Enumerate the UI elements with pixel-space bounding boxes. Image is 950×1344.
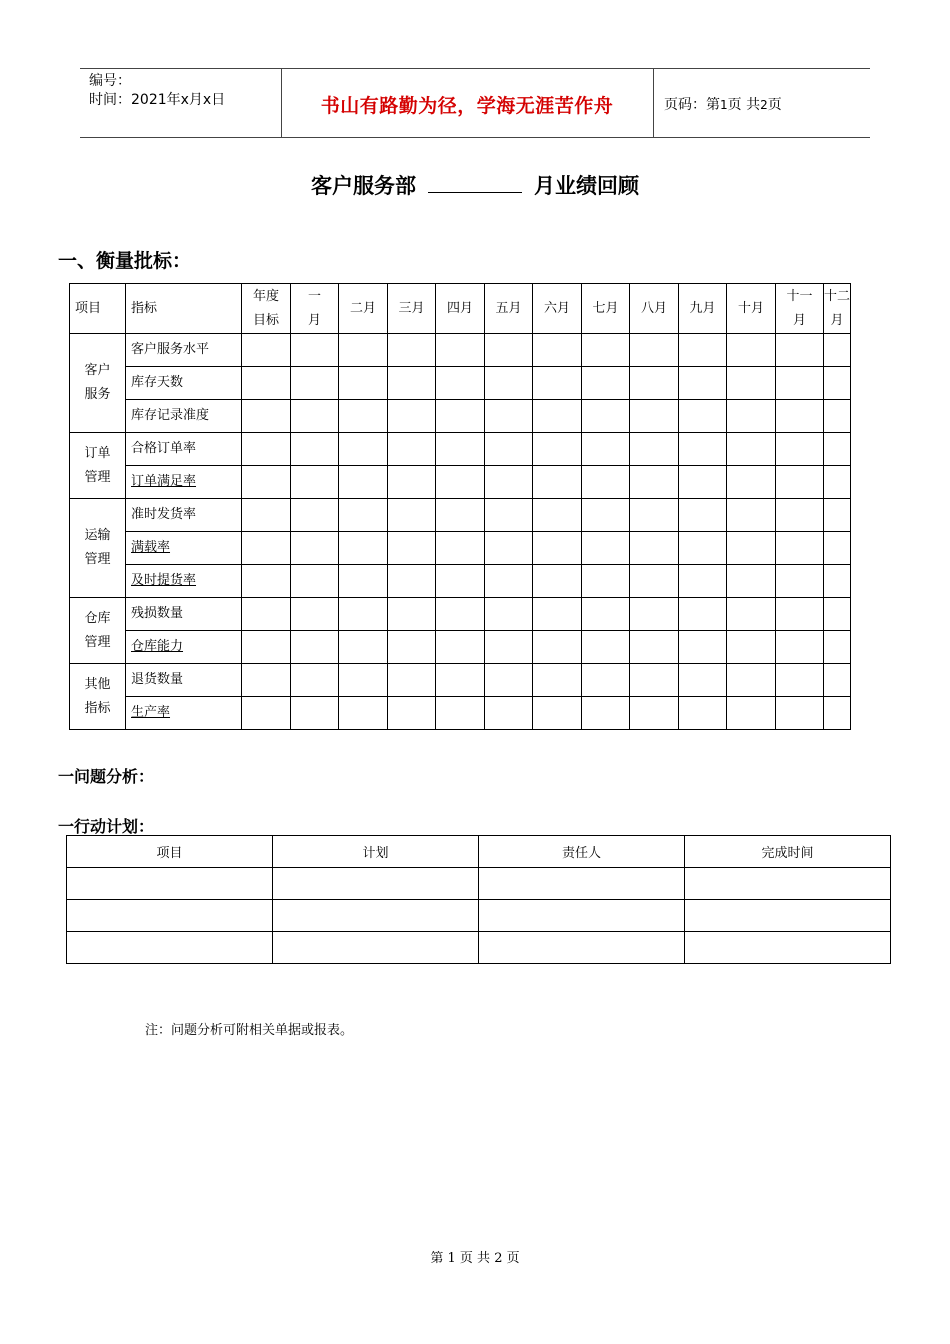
value-cell xyxy=(485,400,533,433)
section-kpi-heading: 一、衡量批标： xyxy=(58,250,192,272)
value-cell xyxy=(291,367,339,400)
value-cell xyxy=(339,400,388,433)
indicator-label: 满载率 xyxy=(131,540,171,555)
value-cell xyxy=(533,400,582,433)
value-cell xyxy=(388,367,436,400)
value-cell xyxy=(630,697,679,730)
indicator-cell xyxy=(126,499,242,532)
indicator-cell xyxy=(126,334,242,367)
value-cell xyxy=(679,565,727,598)
header-divider xyxy=(653,69,654,137)
value-cell xyxy=(242,433,291,466)
value-cell xyxy=(582,400,630,433)
value-cell xyxy=(485,532,533,565)
action-cell xyxy=(685,900,891,932)
value-cell xyxy=(776,532,824,565)
action-cell xyxy=(685,868,891,900)
value-cell xyxy=(679,664,727,697)
value-cell xyxy=(582,697,630,730)
value-cell xyxy=(242,565,291,598)
page-indicator: 页码：第1页 共2页 xyxy=(664,97,782,113)
value-cell xyxy=(630,334,679,367)
value-cell xyxy=(339,697,388,730)
value-cell xyxy=(485,664,533,697)
indicator-label: 退货数量 xyxy=(131,672,184,687)
header-item: 项目 xyxy=(70,284,126,334)
value-cell xyxy=(776,433,824,466)
value-cell xyxy=(776,466,824,499)
value-cell xyxy=(388,664,436,697)
value-cell xyxy=(679,697,727,730)
action-cell xyxy=(685,932,891,964)
value-cell xyxy=(776,598,824,631)
action-header: 项目 xyxy=(67,836,273,868)
value-cell xyxy=(339,334,388,367)
value-cell xyxy=(242,631,291,664)
action-cell xyxy=(479,900,685,932)
category-cell: 仓库 管理 xyxy=(70,598,126,664)
indicator-label: 合格订单率 xyxy=(131,441,197,456)
value-cell xyxy=(776,367,824,400)
value-cell xyxy=(824,565,851,598)
header-month: 十一 月 xyxy=(776,284,824,334)
value-cell xyxy=(485,598,533,631)
value-cell xyxy=(436,367,485,400)
indicator-label: 库存记录准度 xyxy=(131,408,210,423)
value-cell xyxy=(485,565,533,598)
value-cell xyxy=(291,631,339,664)
value-cell xyxy=(630,598,679,631)
value-cell xyxy=(582,466,630,499)
header-month: 九月 xyxy=(679,284,727,334)
table-row xyxy=(70,466,851,499)
action-cell xyxy=(479,932,685,964)
value-cell xyxy=(727,697,776,730)
category-cell: 运输 管理 xyxy=(70,499,126,598)
value-cell xyxy=(339,367,388,400)
value-cell xyxy=(291,598,339,631)
value-cell xyxy=(679,631,727,664)
indicator-cell xyxy=(126,697,242,730)
value-cell xyxy=(485,466,533,499)
table-row xyxy=(70,697,851,730)
indicator-label: 准时发货率 xyxy=(131,507,197,522)
value-cell xyxy=(824,532,851,565)
value-cell xyxy=(242,532,291,565)
value-cell xyxy=(824,400,851,433)
value-cell xyxy=(727,400,776,433)
value-cell xyxy=(388,631,436,664)
value-cell xyxy=(485,499,533,532)
table-row xyxy=(67,932,891,964)
value-cell xyxy=(436,400,485,433)
action-cell xyxy=(67,932,273,964)
value-cell xyxy=(339,532,388,565)
value-cell xyxy=(533,631,582,664)
indicator-cell xyxy=(126,466,242,499)
value-cell xyxy=(533,565,582,598)
value-cell xyxy=(727,664,776,697)
value-cell xyxy=(582,532,630,565)
value-cell xyxy=(436,631,485,664)
value-cell xyxy=(339,598,388,631)
value-cell xyxy=(533,664,582,697)
action-plan-table xyxy=(66,835,891,964)
value-cell xyxy=(582,367,630,400)
value-cell xyxy=(436,433,485,466)
value-cell xyxy=(824,697,851,730)
indicator-label: 客户服务水平 xyxy=(131,342,210,357)
value-cell xyxy=(388,400,436,433)
value-cell xyxy=(824,499,851,532)
value-cell xyxy=(824,598,851,631)
value-cell xyxy=(533,433,582,466)
value-cell xyxy=(727,532,776,565)
header-month: 三月 xyxy=(388,284,436,334)
category-cell: 客户 服务 xyxy=(70,334,126,433)
value-cell xyxy=(291,400,339,433)
value-cell xyxy=(776,631,824,664)
value-cell xyxy=(824,466,851,499)
action-cell xyxy=(273,900,479,932)
value-cell xyxy=(339,466,388,499)
value-cell xyxy=(242,697,291,730)
value-cell xyxy=(679,532,727,565)
indicator-cell xyxy=(126,400,242,433)
value-cell xyxy=(291,499,339,532)
value-cell xyxy=(824,664,851,697)
value-cell xyxy=(582,565,630,598)
value-cell xyxy=(436,334,485,367)
value-cell xyxy=(242,367,291,400)
table-row xyxy=(70,334,851,367)
value-cell xyxy=(630,499,679,532)
indicator-cell xyxy=(126,532,242,565)
action-cell xyxy=(273,932,479,964)
value-cell xyxy=(727,466,776,499)
value-cell xyxy=(533,598,582,631)
indicator-cell xyxy=(126,433,242,466)
value-cell xyxy=(485,433,533,466)
indicator-cell xyxy=(126,565,242,598)
value-cell xyxy=(679,367,727,400)
value-cell xyxy=(679,433,727,466)
value-cell xyxy=(485,367,533,400)
header-month: 十月 xyxy=(727,284,776,334)
value-cell xyxy=(242,598,291,631)
header-month: 八月 xyxy=(630,284,679,334)
value-cell xyxy=(242,400,291,433)
header-left xyxy=(89,72,225,110)
value-cell xyxy=(291,466,339,499)
action-cell xyxy=(67,900,273,932)
value-cell xyxy=(582,598,630,631)
value-cell xyxy=(291,532,339,565)
page-footer: 第 1 页 共 2 页 xyxy=(430,1251,520,1266)
category-cell: 其他 指标 xyxy=(70,664,126,730)
value-cell xyxy=(679,334,727,367)
indicator-label: 残损数量 xyxy=(131,606,184,621)
number-label: 编号： xyxy=(89,73,131,89)
value-cell xyxy=(679,400,727,433)
value-cell xyxy=(776,697,824,730)
value-cell xyxy=(291,697,339,730)
table-row xyxy=(70,499,851,532)
table-row xyxy=(70,532,851,565)
value-cell xyxy=(533,697,582,730)
value-cell xyxy=(533,334,582,367)
value-cell xyxy=(776,664,824,697)
value-cell xyxy=(242,499,291,532)
table-row xyxy=(70,367,851,400)
value-cell xyxy=(291,565,339,598)
value-cell xyxy=(339,631,388,664)
value-cell xyxy=(727,565,776,598)
value-cell xyxy=(436,499,485,532)
value-cell xyxy=(533,499,582,532)
value-cell xyxy=(339,433,388,466)
action-header: 计划 xyxy=(273,836,479,868)
header-annual-target: 年度 目标 xyxy=(242,284,291,334)
document-header xyxy=(80,68,870,138)
value-cell xyxy=(339,565,388,598)
indicator-label: 库存天数 xyxy=(131,375,184,390)
value-cell xyxy=(630,367,679,400)
table-row xyxy=(70,400,851,433)
section-action-heading: 一行动计划： xyxy=(58,817,155,836)
header-month: 一 月 xyxy=(291,284,339,334)
value-cell xyxy=(242,334,291,367)
kpi-header-row xyxy=(70,284,851,334)
table-row xyxy=(70,598,851,631)
header-month: 四月 xyxy=(436,284,485,334)
value-cell xyxy=(727,631,776,664)
value-cell xyxy=(436,565,485,598)
value-cell xyxy=(630,631,679,664)
value-cell xyxy=(679,499,727,532)
value-cell xyxy=(824,367,851,400)
value-cell xyxy=(485,697,533,730)
indicator-label: 仓库能力 xyxy=(131,639,184,654)
value-cell xyxy=(824,433,851,466)
motto: 书山有路勤为径，学海无涯苦作舟 xyxy=(320,95,614,117)
indicator-label: 及时提货率 xyxy=(131,573,197,588)
table-row xyxy=(70,565,851,598)
value-cell xyxy=(436,598,485,631)
indicator-label: 生产率 xyxy=(131,705,171,720)
table-row xyxy=(67,868,891,900)
value-cell xyxy=(630,433,679,466)
table-row xyxy=(70,631,851,664)
value-cell xyxy=(339,664,388,697)
value-cell xyxy=(533,466,582,499)
action-header-row xyxy=(67,836,891,868)
table-row xyxy=(67,900,891,932)
value-cell xyxy=(582,631,630,664)
value-cell xyxy=(582,664,630,697)
category-cell: 订单 管理 xyxy=(70,433,126,499)
value-cell xyxy=(242,664,291,697)
value-cell xyxy=(436,664,485,697)
header-month: 七月 xyxy=(582,284,630,334)
value-cell xyxy=(727,334,776,367)
value-cell xyxy=(339,499,388,532)
value-cell xyxy=(679,466,727,499)
action-header: 完成时间 xyxy=(685,836,891,868)
table-row xyxy=(70,433,851,466)
table-row xyxy=(70,664,851,697)
value-cell xyxy=(679,598,727,631)
action-cell xyxy=(479,868,685,900)
value-cell xyxy=(727,367,776,400)
value-cell xyxy=(824,631,851,664)
indicator-cell xyxy=(126,664,242,697)
value-cell xyxy=(388,532,436,565)
footnote: 注：问题分析可附相关单据或报表。 xyxy=(145,1023,354,1038)
value-cell xyxy=(388,499,436,532)
value-cell xyxy=(533,532,582,565)
page-title: 客户服务部 月业绩回顾 xyxy=(311,174,639,198)
value-cell xyxy=(485,334,533,367)
time-label: 时间：2021年x月x日 xyxy=(89,92,226,108)
value-cell xyxy=(582,499,630,532)
kpi-table xyxy=(69,283,851,730)
header-month: 五月 xyxy=(485,284,533,334)
value-cell xyxy=(776,400,824,433)
header-month: 六月 xyxy=(533,284,582,334)
value-cell xyxy=(388,565,436,598)
value-cell xyxy=(436,466,485,499)
value-cell xyxy=(776,334,824,367)
value-cell xyxy=(291,334,339,367)
indicator-label: 订单满足率 xyxy=(131,474,197,489)
value-cell xyxy=(388,598,436,631)
value-cell xyxy=(291,664,339,697)
value-cell xyxy=(388,334,436,367)
value-cell xyxy=(630,400,679,433)
value-cell xyxy=(727,433,776,466)
value-cell xyxy=(776,499,824,532)
value-cell xyxy=(630,466,679,499)
value-cell xyxy=(727,499,776,532)
value-cell xyxy=(533,367,582,400)
header-month: 十二 月 xyxy=(824,284,851,334)
value-cell xyxy=(582,433,630,466)
indicator-cell xyxy=(126,367,242,400)
action-cell xyxy=(273,868,479,900)
value-cell xyxy=(291,433,339,466)
header-indicator: 指标 xyxy=(126,284,242,334)
value-cell xyxy=(630,565,679,598)
indicator-cell xyxy=(126,598,242,631)
value-cell xyxy=(630,664,679,697)
value-cell xyxy=(436,697,485,730)
value-cell xyxy=(630,532,679,565)
value-cell xyxy=(485,631,533,664)
value-cell xyxy=(388,466,436,499)
value-cell xyxy=(388,697,436,730)
value-cell xyxy=(242,466,291,499)
value-cell xyxy=(582,334,630,367)
value-cell xyxy=(824,334,851,367)
indicator-cell xyxy=(126,631,242,664)
value-cell xyxy=(776,565,824,598)
header-month: 二月 xyxy=(339,284,388,334)
section-analysis-heading: 一问题分析： xyxy=(58,767,155,786)
action-cell xyxy=(67,868,273,900)
value-cell xyxy=(727,598,776,631)
value-cell xyxy=(436,532,485,565)
value-cell xyxy=(388,433,436,466)
month-blank xyxy=(428,176,522,193)
action-header: 责任人 xyxy=(479,836,685,868)
